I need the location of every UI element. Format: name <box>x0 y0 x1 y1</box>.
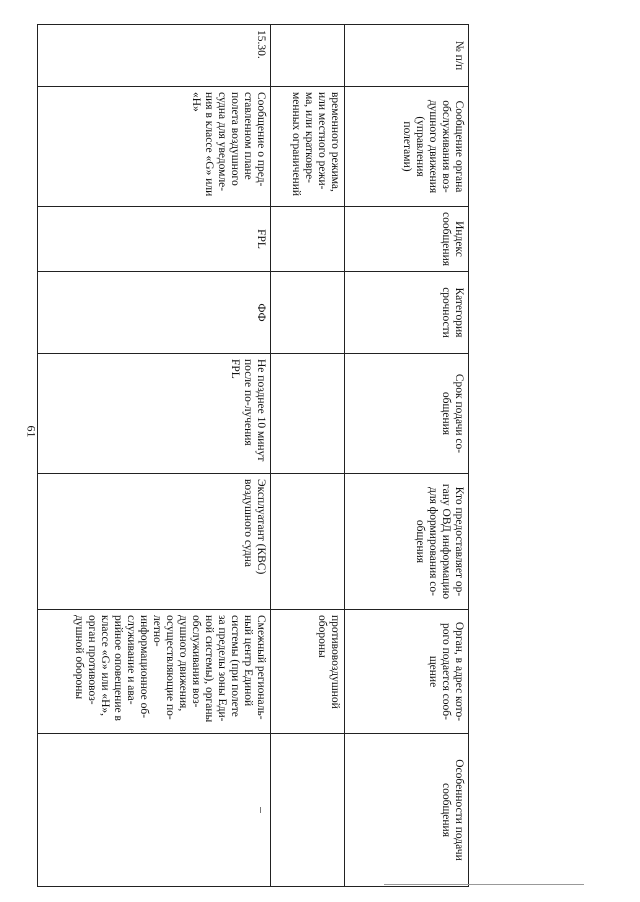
header-features: Особенности подачи сообщения <box>345 734 469 887</box>
header-provider: Кто предоставляет ор-гану ОВД информацию для формирования со-общения <box>345 474 469 610</box>
table-row <box>38 25 271 887</box>
scan-edge-line <box>384 884 584 885</box>
table-header-row <box>345 25 469 887</box>
cell-provider <box>271 474 345 610</box>
cell-message: Сообщение о пред-ставленном плане полета воздушного судна для уведомле-ния в классе «G» или «H» <box>38 87 271 207</box>
cell-message: временного режима, или местного режи-ма, или кратковре-менных ограничений <box>271 87 345 207</box>
cell-recipient: Смежный региональ-ный центр Единой системы (при полете за пределы зоны Еди-ной системы), органы обслуживания воз-душного движения, осуществляющие по-летно-информационное об-служивание и ава-рийное оповещение в классе «G» или «H», орган противовоз-душной обороны <box>38 610 271 734</box>
cell-deadline: Не позднее 10 минут после по-лучения FPL <box>38 354 271 474</box>
cell-deadline <box>271 354 345 474</box>
cell-index: FPL <box>38 207 271 272</box>
cell-recipient: противовоздушной обороны <box>271 610 345 734</box>
rotated-page <box>37 24 469 886</box>
header-recipient: Орган, в адрес кото-рого подается сооб-щение <box>345 610 469 734</box>
cell-provider: Эксплуатант (КВС) воздушного судна <box>38 474 271 610</box>
cell-num: 15.30. <box>38 25 271 87</box>
header-index: Индекс сообщения <box>345 207 469 272</box>
table-row <box>271 25 345 887</box>
page-number: 61 <box>24 425 39 438</box>
header-category: Категория срочности <box>345 272 469 354</box>
cell-features <box>271 734 345 887</box>
header-num: № п/п <box>345 25 469 87</box>
cell-category <box>271 272 345 354</box>
header-deadline: Срок подачи со-общения <box>345 354 469 474</box>
cell-index <box>271 207 345 272</box>
cell-category: ФФ <box>38 272 271 354</box>
header-message: Сообщение органа обслуживания воз-душного движения (управления полетами) <box>345 87 469 207</box>
cell-features: – <box>38 734 271 887</box>
message-table <box>37 24 469 887</box>
cell-num <box>271 25 345 87</box>
